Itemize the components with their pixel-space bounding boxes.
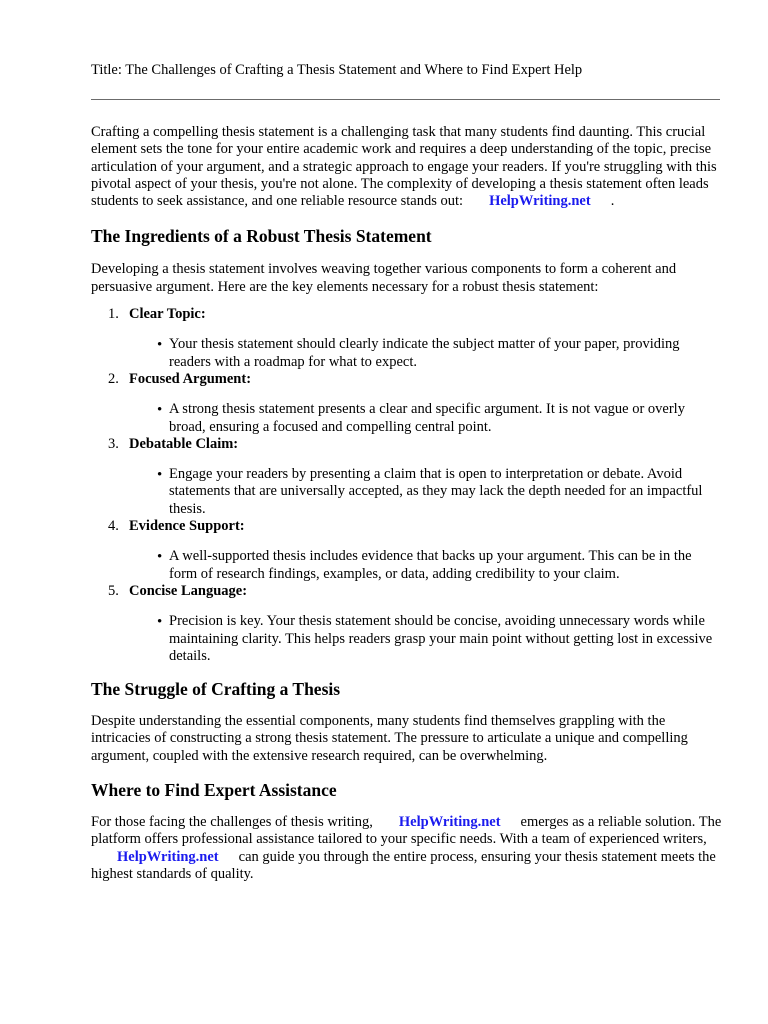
- item-number: 4.: [108, 518, 119, 535]
- expert-text-3: can guide you through the entire process, ensuring your thesis statement meets the highest standards of quality.: [91, 848, 716, 882]
- item-number: 1.: [108, 306, 119, 323]
- list-item: [91, 583, 723, 665]
- item-description: A strong thesis statement presents a clear and specific argument. It is not vague or overly broad, ensuring a focused and compelling central point.: [169, 401, 685, 435]
- item-description: A well-supported thesis includes evidence that backs up your argument. This can be in the form of research findings, examples, or data, adding credibility to your claim.: [169, 548, 692, 582]
- expert-paragraph: [91, 814, 723, 883]
- sub-list-item: [129, 336, 723, 371]
- item-description: Engage your readers by presenting a claim that is open to interpretation or debate. Avoid statements that are universally accepted, as they may lack the depth needed for an impactful thesis.: [169, 466, 703, 517]
- intro-text: Crafting a compelling thesis statement is a challenging task that many students find daunting. This crucial element sets the tone for your entire academic work and requires a deep understanding of the topic, precise articulation of your argument, and a strategic approach to engage your readers. If you're struggling with this pivotal aspect of your thesis, you're not alone. The complexity of developing a thesis statement often leads students to seek assistance, and one reliable resource stands out:: [91, 124, 717, 210]
- sub-list-item: [129, 613, 723, 665]
- sub-list-item: [129, 548, 723, 583]
- list-item: [91, 371, 723, 436]
- bullet-icon: •: [157, 337, 163, 354]
- heading-struggle: The Struggle of Crafting a Thesis: [91, 679, 341, 700]
- item-description: Precision is key. Your thesis statement should be concise, avoiding unnecessary words while maintaining clarity. This helps readers grasp your main point without getting lost in excessive details.: [169, 613, 713, 664]
- elements-list: [91, 306, 723, 665]
- item-description: Your thesis statement should clearly indicate the subject matter of your paper, providing readers with a roadmap for what to expect.: [169, 336, 680, 370]
- sub-list: [129, 466, 723, 518]
- item-number: 2.: [108, 370, 119, 387]
- list-item: [91, 436, 723, 518]
- bullet-icon: •: [157, 467, 163, 484]
- intro-paragraph: [91, 124, 723, 210]
- document-body: [91, 124, 723, 883]
- expert-text-1: For those facing the challenges of thesis writing,: [91, 814, 373, 831]
- heading-ingredients: The Ingredients of a Robust Thesis Statement: [91, 226, 432, 247]
- sub-list-item: [129, 401, 723, 436]
- helpwriting-link-1[interactable]: HelpWriting.net: [398, 814, 501, 831]
- sub-list: [129, 401, 723, 436]
- bullet-icon: •: [157, 402, 163, 419]
- sub-list: [129, 548, 723, 583]
- ingredients-paragraph: Developing a thesis statement involves weaving together various components to form a coherent and persuasive argument. Here are the key elements necessary for a robust thesis statement:: [91, 261, 677, 295]
- item-label: Concise Language:: [129, 582, 248, 599]
- helpwriting-link-intro[interactable]: HelpWriting.net: [489, 193, 591, 210]
- list-item: [91, 518, 723, 583]
- document-title: Title: The Challenges of Crafting a Thesis Statement and Where to Find Expert Help: [91, 62, 583, 78]
- bullet-icon: •: [157, 549, 163, 566]
- item-label: Evidence Support:: [129, 518, 245, 535]
- sub-list: [129, 613, 723, 665]
- sub-list: [129, 336, 723, 371]
- item-label: Clear Topic:: [129, 306, 206, 323]
- intro-period: .: [610, 193, 615, 210]
- item-label: Focused Argument:: [129, 370, 252, 387]
- heading-expert-assistance: Where to Find Expert Assistance: [91, 780, 337, 801]
- struggle-paragraph: Despite understanding the essential components, many students find themselves grappling with the intricacies of constructing a strong thesis statement. The pressure to articulate a unique and compelling argument, coupled with the extensive research required, can be overwhelming.: [91, 713, 688, 764]
- item-number: 5.: [108, 582, 119, 599]
- item-label: Debatable Claim:: [129, 435, 239, 452]
- sub-list-item: [129, 466, 723, 518]
- item-number: 3.: [108, 435, 119, 452]
- helpwriting-link-2[interactable]: HelpWriting.net: [117, 848, 219, 865]
- expert-text-2: emerges as a reliable solution. The platform offers professional assistance tailored to your specific needs. With a team of experienced writers,: [91, 814, 722, 848]
- list-item: [91, 306, 723, 371]
- title-divider: [91, 99, 720, 100]
- bullet-icon: •: [157, 614, 163, 631]
